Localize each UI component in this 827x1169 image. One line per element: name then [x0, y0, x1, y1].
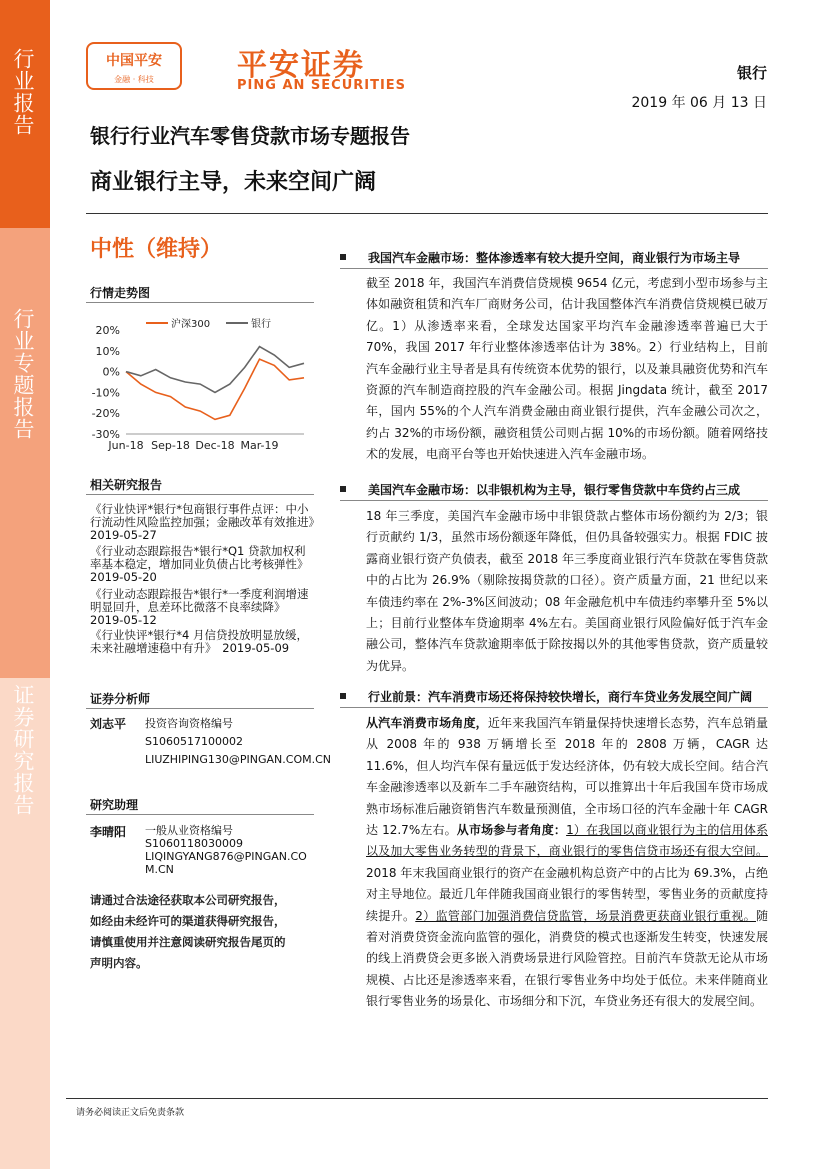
sidebar-middle-band — [0, 228, 50, 678]
y-tick-label: 0% — [102, 365, 120, 379]
related-report-item[interactable]: 《行业快评*银行*包商银行事件点评：中小行流动性风险监控加强；金融改革有效推进》 2019-05-27 — [90, 502, 326, 542]
bullet-divider — [340, 707, 768, 708]
sidebar-label-report-subtype: 行业专题报告 — [11, 308, 35, 440]
y-tick-label: -20% — [91, 407, 120, 421]
bullet-title: 行业前景：汽车消费市场还将保持较快增长，商行车贷业务发展空间广阔 — [368, 690, 753, 704]
y-tick-label: 20% — [95, 324, 120, 337]
bullet-divider — [340, 268, 768, 269]
analyst-email[interactable]: LIUZHIPING130@PINGAN.COM.CN — [145, 753, 332, 766]
footer-divider — [66, 1098, 768, 1099]
assistant-divider — [86, 814, 314, 815]
bullet-divider — [340, 500, 768, 501]
analyst-cert-number: S1060517100002 — [145, 735, 243, 748]
sidebar-top-band — [0, 0, 50, 228]
analyst-divider — [86, 708, 314, 709]
underline-point-2: 2）监管部门加强消费信贷监管，场景消费更获商业银行重视。 — [415, 908, 756, 923]
bullet-square-icon — [340, 254, 346, 260]
y-tick-label: 10% — [95, 344, 120, 358]
underline-point-1: 1）在我国以商业银行为主的信用体系以及加大零售业务转型的背景下，商业银行的零售信贷市场还有很大空间。 — [366, 823, 768, 859]
related-report-item[interactable]: 《行业动态跟踪报告*银行*Q1 贷款加权利率基本稳定，增加同业负债占比考核弹性》 2019-05-20 — [90, 544, 315, 584]
assistant-heading: 研究助理 — [90, 798, 139, 812]
series-line — [126, 347, 304, 393]
related-report-item[interactable]: 《行业快评*银行*4 月信贷投放明显放缓，未来社融增速稳中有升》 2019-05-09 — [90, 628, 308, 655]
analyst-cert-label: 投资咨询资格编号 — [145, 717, 233, 730]
related-report-item[interactable]: 《行业动态跟踪报告*银行*一季度利润增速明显回升，息差环比微落不良率续降》 2019-05-12 — [90, 587, 309, 627]
y-tick-label: -10% — [91, 386, 120, 400]
x-tick-label: Jun-18 — [108, 439, 144, 452]
related-divider — [86, 494, 314, 495]
chart-y-ticks — [92, 324, 120, 441]
report-title: 银行行业汽车零售贷款市场专题报告 — [90, 124, 410, 148]
analyst-name: 刘志平 — [90, 717, 127, 731]
ping-an-group-logo — [86, 42, 182, 90]
report-date: 2019 年 06 月 13 日 — [631, 95, 767, 111]
trend-heading: 行情走势图 — [90, 286, 151, 300]
chart-series — [126, 347, 304, 420]
legend-label: 银行 — [251, 319, 271, 330]
assistant-cert-label: 一般从业资格编号 — [145, 824, 233, 837]
bullet-square-icon — [340, 693, 346, 699]
assistant-email[interactable]: LIQINGYANG876@PINGAN.COM.CN — [145, 850, 307, 876]
logo-text: 中国平安 — [106, 53, 162, 69]
disclaimer-notice: 请通过合法途径获取本公司研究报告，如经由未经许可的渠道获得研究报告，请慎重使用并注意阅读研究报告尾页的声明内容。 — [90, 893, 286, 970]
bullet-square-icon — [340, 486, 346, 492]
bullet-title: 我国汽车金融市场：整体渗透率有较大提升空间，商业银行为市场主导 — [368, 251, 741, 265]
trend-chart — [86, 312, 314, 462]
chart-legend — [146, 317, 271, 330]
assistant-cert-number: S1060118030009 — [145, 837, 243, 850]
bullet-title: 美国汽车金融市场：以非银机构为主导，银行零售贷款中车贷约占三成 — [368, 483, 741, 497]
trend-divider — [86, 302, 314, 303]
brand-name-cn: 平安证券 — [237, 48, 365, 83]
footer-disclaimer: 请务必阅读正文后免责条款 — [76, 1108, 185, 1118]
x-tick-label: Mar-19 — [240, 439, 279, 452]
x-tick-label: Dec-18 — [195, 439, 235, 452]
paragraph-outlook — [366, 713, 768, 1013]
sidebar-label-report-type: 行业报告 — [11, 48, 35, 136]
sidebar-label-securities-research: 证券研究报告 — [11, 684, 35, 816]
related-heading: 相关研究报告 — [90, 478, 163, 492]
analyst-heading: 证券分析师 — [90, 692, 151, 706]
paragraph-domestic-market: 截至 2018 年，我国汽车消费信贷规模 9654 亿元，考虑到小型市场参与主体如融资租赁和汽车厂商财务公司，估计我国整体汽车消费信贷规模已破万亿。1）从渗透率来看，全球发达国家平均汽车金融渗透率普遍已大于 70%，我国 2017 年行业整体渗透率估计为 38%。2）行业结构上，目前汽车金融行业主导者是具有传统资本优势的银行，以及兼具融资优势和汽车资源的汽车制造商控股的汽车金融公司。根据 Jingdata 统计，截至 2017 年，国内 55%的个人汽车消费金融由商业银行提供，汽车金融公司次之，约占 32%的市场份额，融资租赁公司则占据 10%的市场份额。随着网络技术的发展，电商平台等也开始快速进入汽车金融市场。 — [366, 276, 768, 462]
bullet-heading-outlook — [340, 688, 768, 705]
rating-badge: 中性（维持） — [90, 237, 223, 262]
paragraph-us-market: 18 年三季度，美国汽车金融市场中非银贷款占整体市场份额约为 2/3；银行贡献约 1/3，虽然市场份额逐年降低，但仍具备较强实力。根据 FDIC 披露商业银行资产负债表，截至 2018 年三季度商业银行汽车贷款在零售贷款中的占比为 26.9%（剔除按揭贷款的口径）。资产质量方面，21 世纪以来车债违约率在 2%-3%区间波动；08 年金融危机中车债违约率攀升至 5%以上；目前行业整体车贷逾期率 4%左右。美国商业银行风险偏好低于汽车金融公司，整体汽车贷款逾期率低于除按揭以外的其他零售贷款，资产质量较为优异。 — [366, 509, 768, 673]
legend-label: 沪深300 — [171, 319, 211, 330]
text-bank-share: 2018 年末我国商业银行的资产在金融机构总资产中的占比为 69.3%，占绝对主导地位。最近几年伴随我国商业银行的零售转型，零售业务的贡献度持续提升。 — [366, 865, 768, 923]
lead-market-participants: 从市场参与者角度： — [456, 823, 567, 838]
series-line — [126, 359, 304, 419]
x-tick-label: Sep-18 — [151, 439, 190, 452]
text-regulation: 随着对消费贷资金流向监管的强化，消费贷的模式也逐渐发生转变，快速发展的线上消费贷会更多嵌入消费场景进行风险管控。目前汽车贷款无论从市场规模、占比还是渗透率来看，在银行零售业务中均处于低位。未来伴随商业银行零售业务的场景化、市场细分和下沉，车贷业务还有很大的发展空间。 — [366, 908, 768, 1009]
chart-x-ticks — [107, 439, 278, 452]
y-tick-label: -30% — [91, 428, 120, 441]
logo-subtext: 金融 · 科技 — [114, 75, 154, 84]
lead-consumer-market: 从汽车消费市场角度， — [366, 716, 488, 730]
bullet-heading-domestic-market — [340, 249, 768, 266]
brand-name-en: PING AN SECURITIES — [237, 78, 407, 93]
main-title: 商业银行主导，未来空间广阔 — [90, 170, 377, 195]
industry-label: 银行 — [736, 64, 767, 82]
sidebar-bottom-band — [0, 678, 50, 1169]
assistant-name: 李晴阳 — [90, 825, 127, 839]
bullet-heading-us-market — [340, 481, 768, 498]
header-divider — [86, 213, 768, 214]
text-consumer-market: 近年来我国汽车销量保持快速增长态势，汽车总销量从 2008 年的 938 万辆增长至 2018 年的 2808 万辆，CAGR 达 11.6%，但人均汽车保有量远低于发达经济体，仍有较大成长空间。结合汽车金融渗透率以及新车二手车融资结构，可以推算出十年后我国车贷市场成熟市场标准后融资销售汽车数量预测值，全市场口径的汽车金融十年 CAGR 达 12.7%左右。 — [366, 716, 768, 838]
